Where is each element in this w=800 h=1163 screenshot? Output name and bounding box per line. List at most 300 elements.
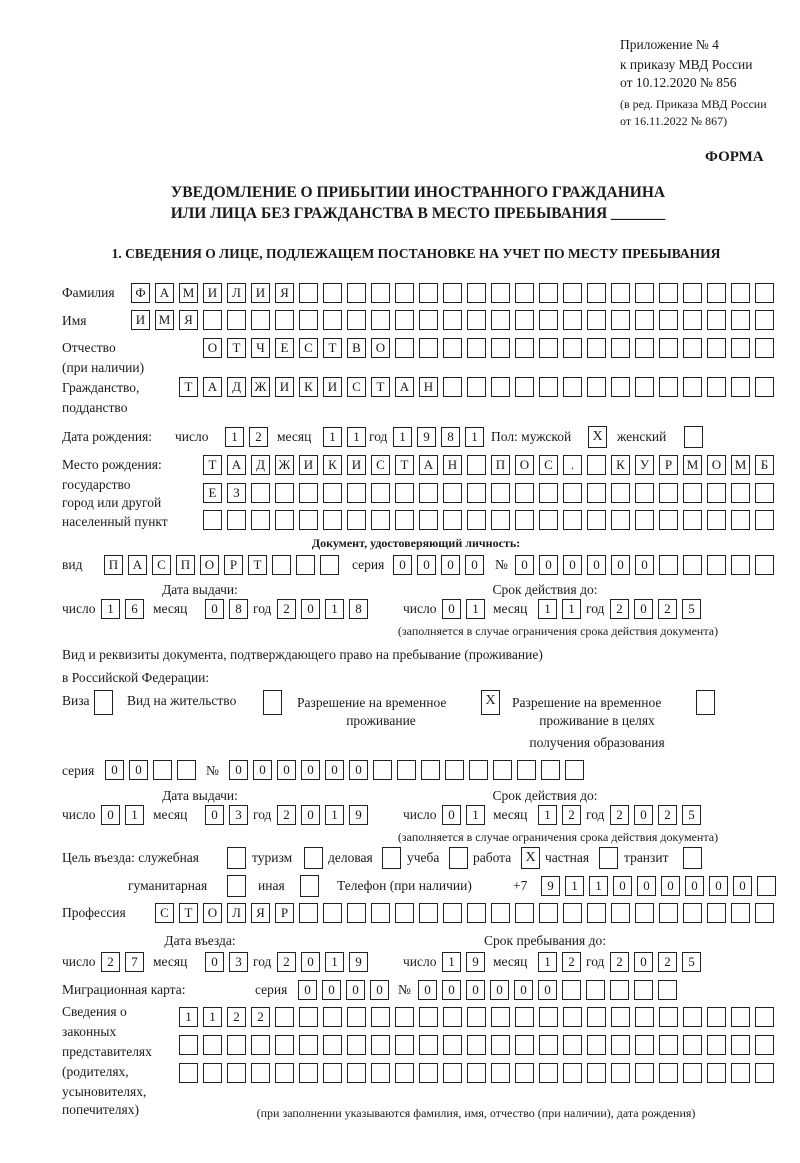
char-cell[interactable]	[755, 377, 774, 397]
char-cell[interactable]	[731, 1063, 750, 1083]
char-cell[interactable]	[467, 338, 486, 358]
char-cell[interactable]: Р	[224, 555, 243, 575]
char-cell[interactable]	[467, 510, 486, 530]
char-cell[interactable]	[731, 310, 750, 330]
char-cell[interactable]: С	[539, 455, 558, 475]
char-cell[interactable]	[707, 903, 726, 923]
char-cell[interactable]: М	[683, 455, 702, 475]
char-cell[interactable]	[443, 1007, 462, 1027]
char-cell[interactable]	[347, 283, 366, 303]
char-cell[interactable]: 0	[370, 980, 389, 1000]
char-cell[interactable]	[659, 555, 678, 575]
char-cell[interactable]	[755, 283, 774, 303]
char-cell[interactable]	[445, 760, 464, 780]
char-cell[interactable]	[467, 1063, 486, 1083]
char-cell[interactable]	[395, 1035, 414, 1055]
char-cell[interactable]	[467, 903, 486, 923]
char-cell[interactable]	[275, 483, 294, 503]
char-cell[interactable]	[251, 510, 270, 530]
char-cell[interactable]: 0	[298, 980, 317, 1000]
char-cell[interactable]: 0	[129, 760, 148, 780]
char-cell[interactable]	[755, 483, 774, 503]
char-cell[interactable]	[419, 1035, 438, 1055]
char-cell[interactable]	[683, 510, 702, 530]
char-cell[interactable]	[491, 338, 510, 358]
char-cell[interactable]	[251, 1035, 270, 1055]
char-cell[interactable]	[587, 483, 606, 503]
char-cell[interactable]	[347, 1035, 366, 1055]
char-cell[interactable]: С	[299, 338, 318, 358]
char-cell[interactable]	[515, 338, 534, 358]
char-cell[interactable]: 0	[101, 805, 120, 825]
char-cell[interactable]: И	[131, 310, 150, 330]
male-checkbox[interactable]: X	[588, 426, 607, 448]
char-cell[interactable]: 9	[349, 952, 368, 972]
char-cell[interactable]	[659, 483, 678, 503]
char-cell[interactable]: 0	[325, 760, 344, 780]
char-cell[interactable]	[731, 283, 750, 303]
char-cell[interactable]: 1	[101, 599, 120, 619]
char-cell[interactable]: 2	[101, 952, 120, 972]
other-checkbox[interactable]	[300, 875, 319, 897]
char-cell[interactable]: А	[395, 377, 414, 397]
char-cell[interactable]: 2	[251, 1007, 270, 1027]
char-cell[interactable]	[683, 483, 702, 503]
char-cell[interactable]	[299, 510, 318, 530]
char-cell[interactable]: О	[203, 338, 222, 358]
char-cell[interactable]: Т	[248, 555, 267, 575]
char-cell[interactable]: И	[299, 455, 318, 475]
char-cell[interactable]	[491, 483, 510, 503]
female-checkbox[interactable]	[684, 426, 703, 448]
char-cell[interactable]: Ж	[251, 377, 270, 397]
char-cell[interactable]: 1	[203, 1007, 222, 1027]
char-cell[interactable]	[563, 283, 582, 303]
char-cell[interactable]	[659, 283, 678, 303]
char-cell[interactable]: 0	[253, 760, 272, 780]
char-cell[interactable]: 0	[442, 599, 461, 619]
char-cell[interactable]	[467, 283, 486, 303]
char-cell[interactable]: С	[152, 555, 171, 575]
business-checkbox[interactable]	[382, 847, 401, 869]
char-cell[interactable]	[611, 1063, 630, 1083]
char-cell[interactable]	[755, 903, 774, 923]
char-cell[interactable]	[707, 1007, 726, 1027]
char-cell[interactable]: 0	[229, 760, 248, 780]
char-cell[interactable]	[467, 1035, 486, 1055]
char-cell[interactable]: Д	[251, 455, 270, 475]
char-cell[interactable]	[419, 283, 438, 303]
char-cell[interactable]	[443, 483, 462, 503]
char-cell[interactable]	[443, 1063, 462, 1083]
char-cell[interactable]	[683, 555, 702, 575]
char-cell[interactable]	[371, 283, 390, 303]
char-cell[interactable]: К	[611, 455, 630, 475]
char-cell[interactable]	[731, 377, 750, 397]
char-cell[interactable]: Я	[251, 903, 270, 923]
char-cell[interactable]: И	[203, 283, 222, 303]
char-cell[interactable]: 0	[634, 805, 653, 825]
char-cell[interactable]: П	[176, 555, 195, 575]
char-cell[interactable]	[443, 377, 462, 397]
char-cell[interactable]	[153, 760, 172, 780]
char-cell[interactable]	[635, 310, 654, 330]
char-cell[interactable]	[419, 310, 438, 330]
char-cell[interactable]	[755, 1007, 774, 1027]
char-cell[interactable]	[347, 510, 366, 530]
char-cell[interactable]: 0	[441, 555, 460, 575]
char-cell[interactable]	[251, 310, 270, 330]
char-cell[interactable]: 0	[465, 555, 484, 575]
char-cell[interactable]: М	[155, 310, 174, 330]
char-cell[interactable]: 0	[442, 980, 461, 1000]
char-cell[interactable]	[611, 377, 630, 397]
char-cell[interactable]: 0	[611, 555, 630, 575]
char-cell[interactable]	[296, 555, 315, 575]
char-cell[interactable]: Р	[659, 455, 678, 475]
char-cell[interactable]	[611, 1007, 630, 1027]
char-cell[interactable]	[635, 1007, 654, 1027]
char-cell[interactable]: 3	[229, 805, 248, 825]
char-cell[interactable]	[275, 1063, 294, 1083]
char-cell[interactable]: Е	[203, 483, 222, 503]
char-cell[interactable]: П	[104, 555, 123, 575]
char-cell[interactable]	[707, 555, 726, 575]
char-cell[interactable]	[371, 510, 390, 530]
char-cell[interactable]: 0	[442, 805, 461, 825]
char-cell[interactable]	[539, 338, 558, 358]
char-cell[interactable]	[757, 876, 776, 896]
char-cell[interactable]	[683, 903, 702, 923]
char-cell[interactable]	[395, 1007, 414, 1027]
char-cell[interactable]: 2	[249, 427, 268, 447]
char-cell[interactable]	[203, 1035, 222, 1055]
char-cell[interactable]: 0	[301, 805, 320, 825]
char-cell[interactable]	[493, 760, 512, 780]
char-cell[interactable]: Е	[275, 338, 294, 358]
char-cell[interactable]	[635, 283, 654, 303]
char-cell[interactable]	[635, 338, 654, 358]
char-cell[interactable]	[659, 338, 678, 358]
char-cell[interactable]: 1	[538, 805, 557, 825]
char-cell[interactable]	[586, 980, 605, 1000]
char-cell[interactable]	[299, 1035, 318, 1055]
char-cell[interactable]	[611, 510, 630, 530]
char-cell[interactable]	[659, 1035, 678, 1055]
char-cell[interactable]	[587, 510, 606, 530]
char-cell[interactable]	[565, 760, 584, 780]
char-cell[interactable]	[755, 310, 774, 330]
char-cell[interactable]: 0	[301, 760, 320, 780]
char-cell[interactable]	[299, 310, 318, 330]
char-cell[interactable]: 2	[277, 805, 296, 825]
char-cell[interactable]	[635, 1035, 654, 1055]
char-cell[interactable]	[659, 903, 678, 923]
char-cell[interactable]	[491, 310, 510, 330]
char-cell[interactable]	[323, 510, 342, 530]
char-cell[interactable]: 1	[393, 427, 412, 447]
char-cell[interactable]	[611, 338, 630, 358]
char-cell[interactable]	[517, 760, 536, 780]
char-cell[interactable]: 1	[466, 599, 485, 619]
char-cell[interactable]: Т	[179, 903, 198, 923]
char-cell[interactable]: П	[491, 455, 510, 475]
char-cell[interactable]	[371, 1035, 390, 1055]
char-cell[interactable]	[491, 1007, 510, 1027]
char-cell[interactable]	[491, 377, 510, 397]
char-cell[interactable]	[515, 903, 534, 923]
char-cell[interactable]: 0	[538, 980, 557, 1000]
char-cell[interactable]: 0	[563, 555, 582, 575]
char-cell[interactable]	[395, 903, 414, 923]
char-cell[interactable]: И	[275, 377, 294, 397]
char-cell[interactable]	[371, 483, 390, 503]
char-cell[interactable]: 0	[205, 805, 224, 825]
char-cell[interactable]	[563, 1063, 582, 1083]
char-cell[interactable]	[395, 338, 414, 358]
char-cell[interactable]: 0	[637, 876, 656, 896]
char-cell[interactable]	[635, 483, 654, 503]
char-cell[interactable]: 1	[562, 599, 581, 619]
char-cell[interactable]: 2	[277, 599, 296, 619]
char-cell[interactable]	[658, 980, 677, 1000]
char-cell[interactable]: 5	[682, 805, 701, 825]
char-cell[interactable]: 0	[685, 876, 704, 896]
char-cell[interactable]: 2	[610, 599, 629, 619]
char-cell[interactable]: О	[371, 338, 390, 358]
char-cell[interactable]: 0	[661, 876, 680, 896]
char-cell[interactable]	[563, 903, 582, 923]
char-cell[interactable]	[707, 310, 726, 330]
char-cell[interactable]	[397, 760, 416, 780]
char-cell[interactable]: 1	[179, 1007, 198, 1027]
char-cell[interactable]	[707, 283, 726, 303]
char-cell[interactable]	[275, 510, 294, 530]
char-cell[interactable]	[469, 760, 488, 780]
char-cell[interactable]	[635, 510, 654, 530]
char-cell[interactable]: 0	[709, 876, 728, 896]
char-cell[interactable]: 1	[538, 599, 557, 619]
char-cell[interactable]	[373, 760, 392, 780]
char-cell[interactable]	[611, 283, 630, 303]
char-cell[interactable]	[347, 903, 366, 923]
char-cell[interactable]	[395, 310, 414, 330]
char-cell[interactable]: 0	[634, 599, 653, 619]
char-cell[interactable]	[539, 1035, 558, 1055]
char-cell[interactable]	[421, 760, 440, 780]
char-cell[interactable]	[707, 1063, 726, 1083]
char-cell[interactable]	[755, 338, 774, 358]
trp-checkbox[interactable]: X	[481, 690, 500, 715]
char-cell[interactable]	[683, 338, 702, 358]
char-cell[interactable]	[587, 310, 606, 330]
char-cell[interactable]	[562, 980, 581, 1000]
char-cell[interactable]: 2	[658, 599, 677, 619]
char-cell[interactable]	[419, 338, 438, 358]
study-checkbox[interactable]	[449, 847, 468, 869]
char-cell[interactable]	[587, 455, 606, 475]
char-cell[interactable]: Ч	[251, 338, 270, 358]
char-cell[interactable]: 0	[515, 555, 534, 575]
char-cell[interactable]	[563, 377, 582, 397]
char-cell[interactable]: 0	[322, 980, 341, 1000]
char-cell[interactable]	[587, 903, 606, 923]
char-cell[interactable]	[515, 1007, 534, 1027]
char-cell[interactable]	[227, 1035, 246, 1055]
char-cell[interactable]: 1	[589, 876, 608, 896]
char-cell[interactable]: 0	[393, 555, 412, 575]
char-cell[interactable]: 9	[466, 952, 485, 972]
char-cell[interactable]	[443, 310, 462, 330]
char-cell[interactable]: 0	[205, 599, 224, 619]
char-cell[interactable]	[683, 283, 702, 303]
char-cell[interactable]	[611, 310, 630, 330]
char-cell[interactable]: 0	[105, 760, 124, 780]
char-cell[interactable]: Т	[203, 455, 222, 475]
char-cell[interactable]	[323, 903, 342, 923]
char-cell[interactable]	[275, 310, 294, 330]
char-cell[interactable]	[179, 1063, 198, 1083]
char-cell[interactable]	[587, 283, 606, 303]
char-cell[interactable]	[467, 310, 486, 330]
char-cell[interactable]: Т	[371, 377, 390, 397]
char-cell[interactable]	[635, 1063, 654, 1083]
char-cell[interactable]	[541, 760, 560, 780]
char-cell[interactable]: 1	[442, 952, 461, 972]
char-cell[interactable]: 3	[229, 952, 248, 972]
char-cell[interactable]	[683, 1035, 702, 1055]
char-cell[interactable]: 0	[418, 980, 437, 1000]
char-cell[interactable]	[347, 310, 366, 330]
char-cell[interactable]: 1	[225, 427, 244, 447]
char-cell[interactable]: 2	[610, 805, 629, 825]
char-cell[interactable]: А	[419, 455, 438, 475]
char-cell[interactable]	[635, 903, 654, 923]
char-cell[interactable]: 2	[562, 805, 581, 825]
char-cell[interactable]: Ф	[131, 283, 150, 303]
char-cell[interactable]	[563, 1035, 582, 1055]
char-cell[interactable]: С	[371, 455, 390, 475]
char-cell[interactable]	[539, 903, 558, 923]
char-cell[interactable]	[731, 555, 750, 575]
char-cell[interactable]	[539, 283, 558, 303]
char-cell[interactable]	[347, 1063, 366, 1083]
char-cell[interactable]	[323, 483, 342, 503]
char-cell[interactable]: 0	[205, 952, 224, 972]
char-cell[interactable]	[539, 1007, 558, 1027]
char-cell[interactable]	[299, 1063, 318, 1083]
char-cell[interactable]	[515, 483, 534, 503]
char-cell[interactable]: Р	[275, 903, 294, 923]
char-cell[interactable]	[731, 1035, 750, 1055]
char-cell[interactable]	[347, 1007, 366, 1027]
char-cell[interactable]	[731, 483, 750, 503]
char-cell[interactable]	[395, 510, 414, 530]
char-cell[interactable]: 2	[658, 805, 677, 825]
char-cell[interactable]	[491, 1063, 510, 1083]
char-cell[interactable]	[515, 310, 534, 330]
char-cell[interactable]	[611, 483, 630, 503]
char-cell[interactable]	[299, 1007, 318, 1027]
char-cell[interactable]	[371, 310, 390, 330]
char-cell[interactable]: 1	[465, 427, 484, 447]
char-cell[interactable]: 0	[277, 760, 296, 780]
char-cell[interactable]: Т	[227, 338, 246, 358]
char-cell[interactable]	[587, 338, 606, 358]
char-cell[interactable]: З	[227, 483, 246, 503]
char-cell[interactable]: А	[155, 283, 174, 303]
char-cell[interactable]: Я	[275, 283, 294, 303]
char-cell[interactable]: 1	[466, 805, 485, 825]
work-checkbox[interactable]: X	[521, 847, 540, 869]
char-cell[interactable]	[299, 483, 318, 503]
char-cell[interactable]: 9	[541, 876, 560, 896]
char-cell[interactable]: И	[251, 283, 270, 303]
char-cell[interactable]	[347, 483, 366, 503]
char-cell[interactable]	[251, 1063, 270, 1083]
char-cell[interactable]	[731, 1007, 750, 1027]
char-cell[interactable]: 5	[682, 599, 701, 619]
char-cell[interactable]: 0	[346, 980, 365, 1000]
char-cell[interactable]	[395, 1063, 414, 1083]
char-cell[interactable]	[515, 1063, 534, 1083]
char-cell[interactable]	[179, 1035, 198, 1055]
char-cell[interactable]	[755, 555, 774, 575]
char-cell[interactable]: 0	[514, 980, 533, 1000]
char-cell[interactable]	[443, 338, 462, 358]
char-cell[interactable]	[683, 1063, 702, 1083]
char-cell[interactable]: Т	[323, 338, 342, 358]
char-cell[interactable]	[203, 1063, 222, 1083]
char-cell[interactable]: 0	[490, 980, 509, 1000]
char-cell[interactable]	[610, 980, 629, 1000]
char-cell[interactable]	[539, 483, 558, 503]
char-cell[interactable]	[755, 1035, 774, 1055]
char-cell[interactable]	[515, 377, 534, 397]
char-cell[interactable]: 1	[538, 952, 557, 972]
char-cell[interactable]	[683, 310, 702, 330]
char-cell[interactable]	[467, 483, 486, 503]
char-cell[interactable]	[443, 1035, 462, 1055]
char-cell[interactable]: С	[155, 903, 174, 923]
char-cell[interactable]: К	[323, 455, 342, 475]
char-cell[interactable]	[323, 1035, 342, 1055]
service-checkbox[interactable]	[227, 847, 246, 869]
char-cell[interactable]	[491, 903, 510, 923]
char-cell[interactable]	[272, 555, 291, 575]
char-cell[interactable]: Т	[395, 455, 414, 475]
char-cell[interactable]: 7	[125, 952, 144, 972]
char-cell[interactable]	[227, 1063, 246, 1083]
char-cell[interactable]	[659, 510, 678, 530]
char-cell[interactable]: О	[515, 455, 534, 475]
char-cell[interactable]: 5	[682, 952, 701, 972]
char-cell[interactable]: Я	[179, 310, 198, 330]
char-cell[interactable]	[467, 1007, 486, 1027]
char-cell[interactable]: 1	[347, 427, 366, 447]
char-cell[interactable]: 8	[441, 427, 460, 447]
char-cell[interactable]	[707, 510, 726, 530]
private-checkbox[interactable]	[599, 847, 618, 869]
char-cell[interactable]	[491, 510, 510, 530]
char-cell[interactable]: К	[299, 377, 318, 397]
char-cell[interactable]: А	[203, 377, 222, 397]
char-cell[interactable]: О	[707, 455, 726, 475]
char-cell[interactable]	[371, 1063, 390, 1083]
char-cell[interactable]: 1	[325, 952, 344, 972]
char-cell[interactable]: 0	[466, 980, 485, 1000]
char-cell[interactable]	[587, 377, 606, 397]
